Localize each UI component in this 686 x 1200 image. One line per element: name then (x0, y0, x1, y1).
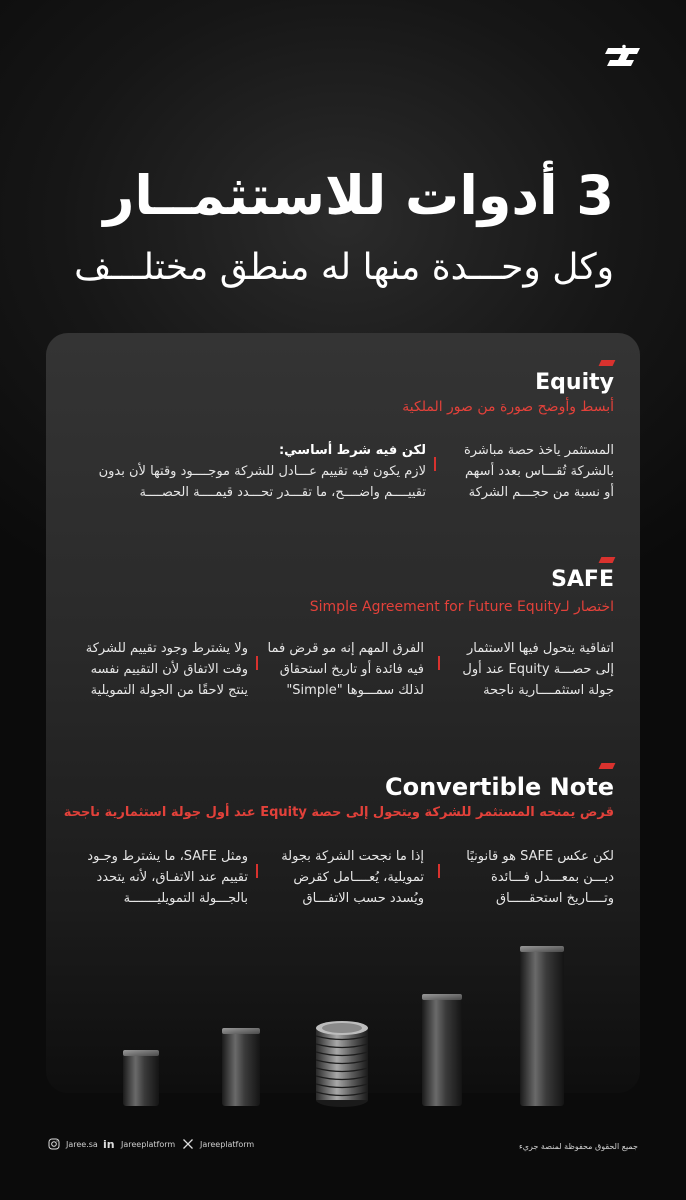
section-title: Equity (535, 370, 614, 395)
text-line: وتــــاريخ استحقـــــاق (496, 891, 614, 906)
text-line: وقت الاتفاق لأن التقييم نفسه (90, 662, 248, 677)
accent-mark-icon (599, 763, 616, 769)
text-line: لازم يكون فيه تقييم عـــادل للشركة موجــــود وقتها لأن بدون (98, 464, 426, 479)
text-line: تقييم عند الاتفـاق، لأنه يتحدد (96, 870, 248, 885)
safe-column-2 (258, 638, 424, 701)
section-title: SAFE (551, 567, 614, 592)
text-line: ينتج لاحقًا من الجولة التمويلية (90, 683, 248, 698)
section-safe-header (74, 552, 614, 622)
linkedin-icon (103, 1138, 115, 1150)
text-line: اتفاقية يتحول فيها الاستثمار (467, 641, 614, 656)
text-heading: لكن فيه شرط أساسي: (278, 443, 426, 458)
section-convertible-header (63, 760, 614, 830)
safe-column-1 (448, 638, 614, 701)
page-title: 3 أدوات للاستثمــار (103, 164, 614, 227)
text-line: تمويلية، يُعــــامل كقرض (293, 870, 424, 885)
section-equity-header (74, 355, 614, 425)
text-line: جولة استثمــــارية ناجحة (483, 683, 614, 698)
bar-1-icon (123, 1050, 159, 1106)
column-divider (434, 457, 436, 471)
x-link[interactable] (182, 1138, 254, 1150)
accent-mark-icon (599, 557, 616, 563)
jaree-logo-icon (604, 44, 644, 70)
text-line: ديـــن بمعـــدل فـــائدة (491, 870, 614, 885)
section-subtitle: قرض يمنحه المستثمر للشركة ويتحول إلى حصة Equity عند أول جولة استثمارية ناجحة (63, 805, 614, 820)
column-divider (438, 656, 440, 670)
text-line: ويُسدد حسب الاتفـــاق (302, 891, 424, 906)
svg-text:in: in (103, 1138, 115, 1150)
column-divider (256, 656, 258, 670)
text-line: فيه فائدة أو تاريخ استحقاق (279, 662, 424, 677)
footer (0, 1138, 686, 1162)
instagram-link[interactable] (48, 1138, 98, 1150)
text-line: المستثمر ياخذ حصة مباشرة (463, 443, 614, 458)
linkedin-link[interactable] (103, 1138, 175, 1150)
decorative-bars-illustration (0, 900, 686, 1140)
text-line: لكن عكس SAFE هو قانونيًا (466, 849, 614, 864)
column-divider (438, 864, 440, 878)
accent-mark-icon (599, 360, 616, 366)
text-line: بالجـــولة التمويليـــــــة (123, 891, 248, 906)
safe-column-3 (72, 638, 248, 701)
section-title: Convertible Note (384, 773, 614, 801)
text-line: بالشركة تُقـــاس بعدد أسهم (465, 464, 614, 479)
equity-column-2 (70, 440, 426, 503)
copyright-text: جميع الحقوق محفوظة لمنصة جريء (519, 1142, 638, 1151)
linkedin-handle: Jareeplatform (121, 1139, 176, 1149)
section-subtitle: أبسط وأوضح صورة من صور الملكية (402, 399, 614, 415)
coin-stack-icon (316, 1021, 368, 1107)
instagram-icon (48, 1138, 60, 1150)
text-line: أو نسبة من حجـــم الشركة (468, 485, 614, 500)
text-line: إذا ما نجحت الشركة بجولة (281, 849, 424, 864)
instagram-handle: Jaree.sa (66, 1139, 98, 1149)
column-divider (256, 864, 258, 878)
x-icon (182, 1138, 194, 1150)
text-line: ولا يشترط وجود تقييم للشركة (85, 641, 248, 656)
section-subtitle: اختصار لـSimple Agreement for Future Equity (309, 599, 614, 615)
page-subtitle: وكل وحـــدة منها له منطق مختلـــف (74, 247, 614, 288)
equity-column-1 (446, 440, 614, 503)
x-handle: Jareeplatform (200, 1139, 255, 1149)
text-line: لذلك سمـــوها "Simple" (286, 683, 424, 698)
text-line: ومثل SAFE، ما يشترط وجـود (87, 849, 248, 864)
bar-2-icon (222, 1028, 260, 1106)
text-line: الفرق المهم إنه مو قرض فما (267, 641, 424, 656)
text-line: إلى حصـــة Equity عند أول (462, 662, 614, 677)
bar-4-icon (520, 946, 564, 1106)
bar-3-icon (422, 994, 462, 1106)
text-line: تقييــــم واضــــح، ما تقـــدر تحـــدد قيمــــة الحصــــة (139, 485, 426, 500)
